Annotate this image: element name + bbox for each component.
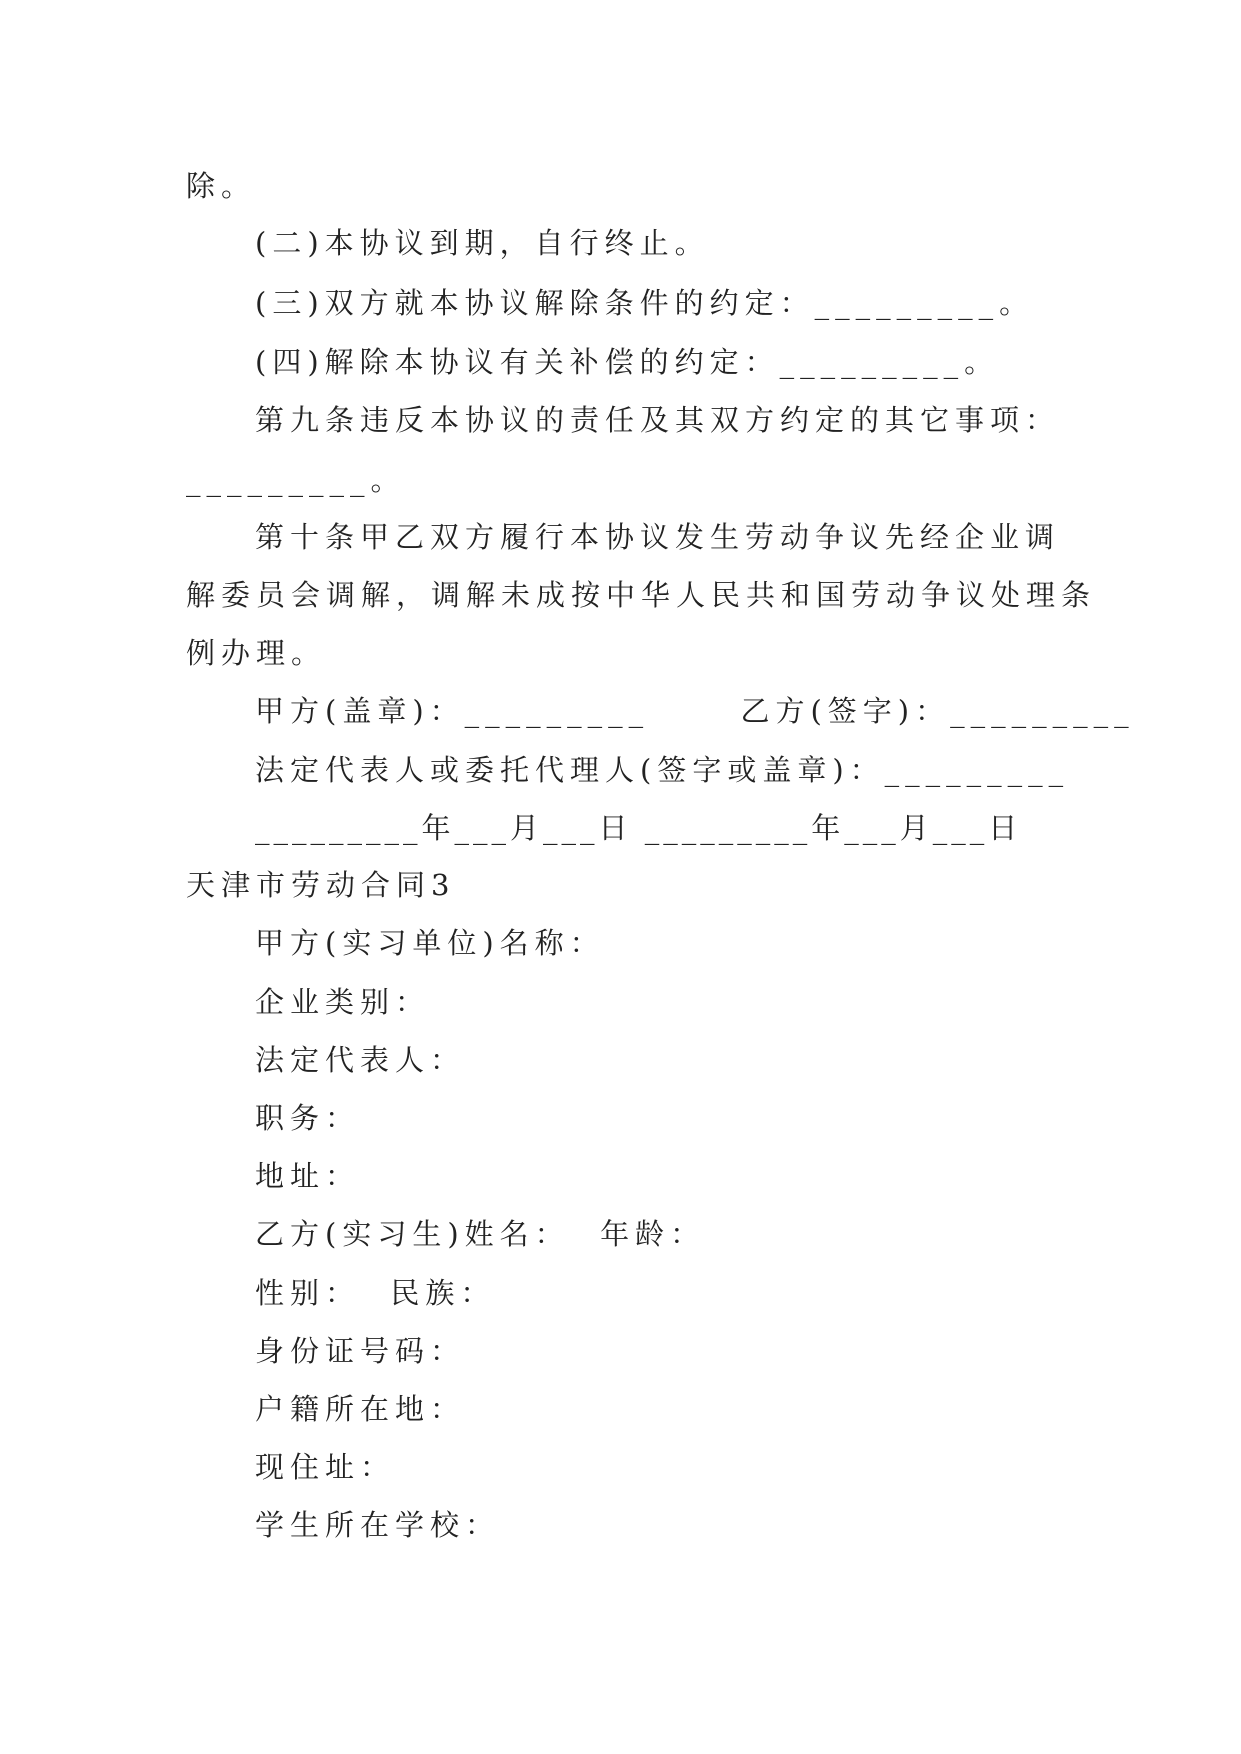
- text-line: 乙方(实习生)姓名： 年龄：: [255, 1217, 706, 1251]
- text-line: 企业类别：: [255, 985, 431, 1019]
- text-line: (三)双方就本协议解除条件的约定：_________。: [255, 286, 1035, 320]
- text-line: 例办理。: [186, 636, 327, 670]
- text-line: 解委员会调解，调解未成按中华人民共和国劳动争议处理条: [186, 578, 1097, 612]
- text-line: 学生所在学校：: [255, 1508, 501, 1542]
- text-line: 法定代表人：: [255, 1043, 466, 1077]
- text-line: (四)解除本协议有关补偿的约定：_________。: [255, 345, 1000, 379]
- text-line: 甲方(实习单位)名称：: [255, 926, 605, 960]
- text-line: 第九条违反本协议的责任及其双方约定的其它事项：: [255, 403, 1061, 437]
- text-line: 职务：: [255, 1101, 361, 1135]
- text-line: 法定代表人或委托代理人(签字或盖章)：_________: [255, 753, 1070, 787]
- text-line: (二)本协议到期，自行终止。: [255, 226, 710, 260]
- text-line: 性别： 民族：: [255, 1276, 496, 1310]
- text-line: 地址：: [255, 1159, 361, 1193]
- date-line: _________年___月___日 _________年___月___日: [255, 811, 1022, 845]
- text-line: _________。: [186, 463, 406, 497]
- text-line: 户籍所在地：: [255, 1392, 466, 1426]
- text-line: 身份证号码：: [255, 1334, 466, 1368]
- section-title: 天津市劳动合同3: [186, 868, 456, 902]
- signature-line: 甲方(盖章)：_________ 乙方(签字)：_________: [255, 694, 1135, 728]
- text-line: 第十条甲乙双方履行本协议发生劳动争议先经企业调: [255, 520, 1061, 554]
- text-line: 现住址：: [255, 1450, 396, 1484]
- text-line: 除。: [186, 169, 257, 203]
